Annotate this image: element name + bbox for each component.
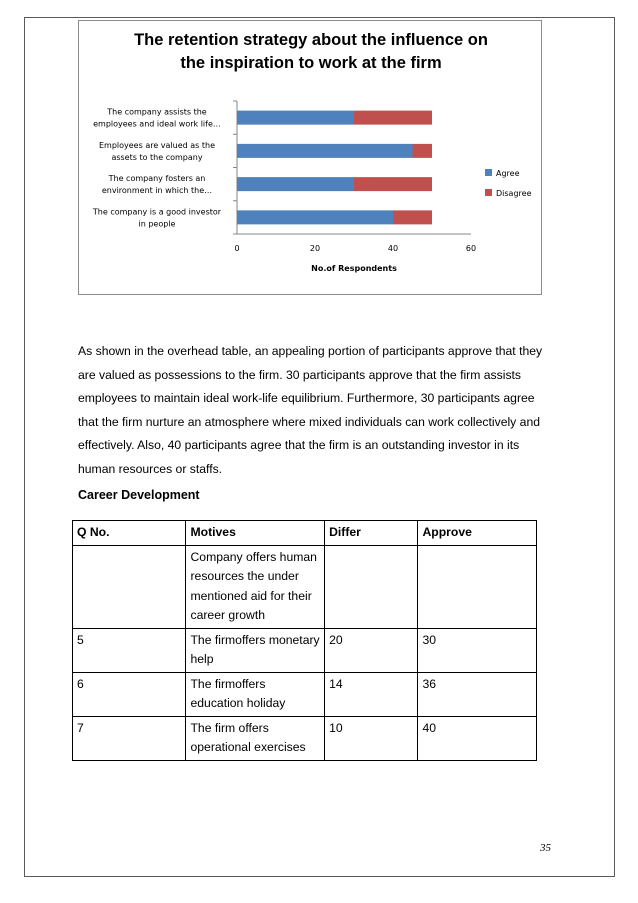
y-category-label: The company assists the employees and ideal work life…: [93, 107, 221, 129]
bar-disagree: [354, 111, 432, 125]
cell-differ: 20: [325, 628, 418, 672]
legend-swatch-agree: [485, 169, 492, 176]
cell-motive: Company offers human resources the under mentioned aid for their career growth: [186, 545, 325, 628]
page-number: 35: [540, 842, 551, 854]
cell-differ: 14: [325, 672, 418, 716]
cell-differ: [325, 545, 418, 628]
cell-q-no: [73, 545, 186, 628]
table-row: [73, 545, 537, 628]
bar-agree: [237, 111, 354, 125]
x-axis-title: No.of Respondents: [311, 264, 397, 273]
bar-agree: [237, 177, 354, 191]
chart-title: The retention strategy about the influence on the inspiration to work at the firm: [134, 31, 488, 72]
y-category-label: The company fosters an environment in which the…: [101, 174, 213, 196]
y-category-label: The company is a good investor in people: [92, 207, 222, 229]
x-tick-label: 60: [465, 244, 477, 253]
header-approve: Approve: [418, 521, 537, 546]
cell-q-no: 5: [73, 628, 186, 672]
cell-motive: The firmoffers education holiday: [186, 672, 325, 716]
bar-chart: [79, 21, 543, 296]
bar-disagree: [413, 144, 433, 158]
cell-q-no: 6: [73, 672, 186, 716]
header-q-no: Q No.: [73, 521, 186, 546]
table-header-row: [73, 521, 537, 546]
cell-approve: [418, 545, 537, 628]
bar-agree: [237, 210, 393, 224]
x-tick-label: 20: [309, 244, 321, 253]
y-category-label: Employees are valued as the assets to the company: [98, 140, 216, 162]
legend-swatch-disagree: [485, 189, 492, 196]
table-row: [73, 672, 537, 716]
legend-label-disagree: Disagree: [496, 189, 532, 198]
bar-agree: [237, 144, 413, 158]
section-heading: Career Development: [78, 488, 200, 502]
bar-disagree: [354, 177, 432, 191]
table-row: [73, 716, 537, 760]
header-motives: Motives: [186, 521, 325, 546]
x-tick-label: 40: [387, 244, 399, 253]
cell-q-no: 7: [73, 716, 186, 760]
bar-disagree: [393, 210, 432, 224]
cell-approve: 36: [418, 672, 537, 716]
cell-differ: 10: [325, 716, 418, 760]
table-row: [73, 628, 537, 672]
cell-approve: 40: [418, 716, 537, 760]
legend-label-agree: Agree: [496, 169, 520, 178]
cell-motive: The firm offers operational exercises: [186, 716, 325, 760]
body-paragraph: As shown in the overhead table, an appealing portion of participants approve that they are valued as possessions to the firm. 30 participants approve that the firm assists employees to maintain ideal work-life equilibrium. Furthermore, 30 participants agree that the firm nurture an atmosphere where mixed individuals can work collectively and effectively. Also, 40 participants agree that the firm is an outstanding investor in its human resources or staffs.: [78, 344, 543, 476]
cell-motive: The firmoffers monetary help: [186, 628, 325, 672]
x-tick-label: 0: [234, 244, 240, 253]
header-differ: Differ: [325, 521, 418, 546]
cell-approve: 30: [418, 628, 537, 672]
chart-container: [78, 20, 542, 295]
career-development-table: [72, 520, 537, 761]
